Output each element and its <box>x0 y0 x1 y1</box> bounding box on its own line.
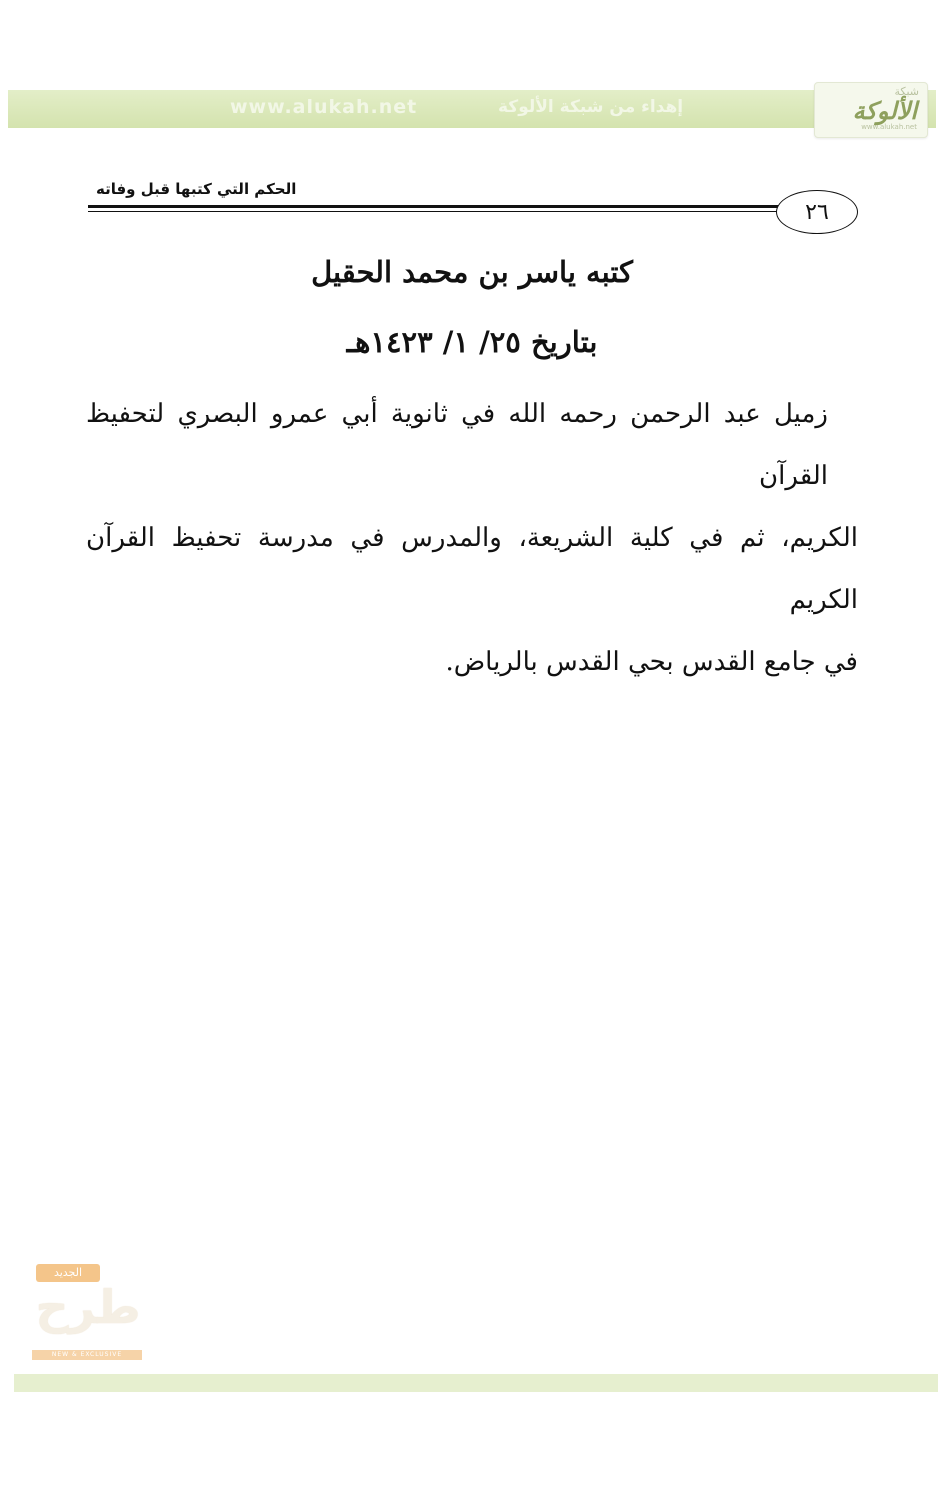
logo-main-text: الألوكة <box>852 97 917 125</box>
logo-small-text: شبكة <box>894 85 919 98</box>
body-paragraph <box>86 383 858 693</box>
paragraph-line: الكريم، ثم في كلية الشريعة، والمدرس في مدرسة تحفيظ القرآن الكريم <box>86 523 858 615</box>
banner-gift-text: إهداء من شبكة الألوكة <box>498 97 684 117</box>
watermark-bar-label: NEW & EXCLUSIVE <box>32 1350 142 1360</box>
running-title: الحكم التي كتبها قبل وفاته <box>96 180 297 198</box>
date-heading: بتاريخ ٢٥/ ١/ ١٤٢٣هـ <box>346 325 598 359</box>
alukah-logo <box>814 82 928 138</box>
banner-url[interactable]: www.alukah.net <box>230 96 418 118</box>
bottom-band <box>14 1374 938 1392</box>
top-banner <box>8 85 936 131</box>
watermark-top-label: الجديد <box>36 1264 100 1282</box>
logo-url-text: www.alukah.net <box>861 123 917 131</box>
header-rule-thin <box>88 211 780 212</box>
header-rule-thick <box>88 205 780 208</box>
watermark-logo <box>30 1250 146 1362</box>
paragraph-line: زميل عبد الرحمن رحمه الله في ثانوية أبي عمرو البصري لتحفيظ القرآن <box>86 399 828 491</box>
page-number-badge <box>776 190 858 234</box>
paragraph-line: في جامع القدس بحي القدس بالرياض. <box>445 647 858 677</box>
watermark-main-label: طرح <box>35 1280 141 1334</box>
author-heading: كتبه ياسر بن محمد الحقيل <box>311 255 633 289</box>
page-number: ٢٦ <box>805 199 829 225</box>
